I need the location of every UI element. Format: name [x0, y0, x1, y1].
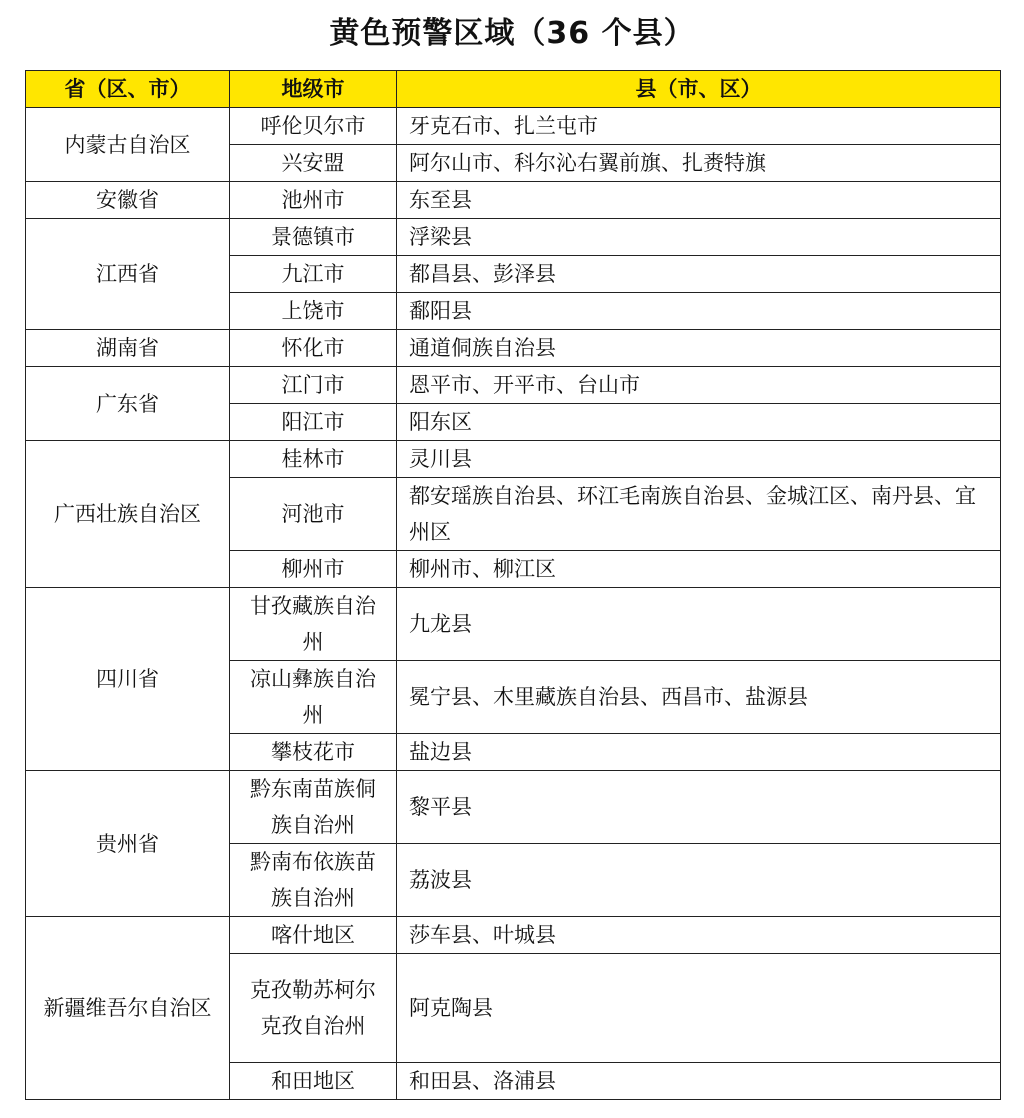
page-title: 黄色预警区域（36 个县） [329, 16, 695, 51]
county-cell: 牙克石市、扎兰屯市 [397, 108, 1001, 145]
city-cell: 攀枝花市 [230, 734, 397, 771]
county-cell: 柳州市、柳江区 [397, 551, 1001, 588]
county-cell: 阳东区 [397, 404, 1001, 441]
province-cell: 安徽省 [26, 182, 230, 219]
city-cell: 九江市 [230, 256, 397, 293]
table-row [26, 219, 1001, 256]
table-row [26, 771, 1001, 844]
county-cell: 荔波县 [397, 844, 1001, 917]
province-cell: 广东省 [26, 367, 230, 441]
province-cell: 湖南省 [26, 330, 230, 367]
table-row [26, 182, 1001, 219]
county-cell: 九龙县 [397, 588, 1001, 661]
table-header-row [26, 71, 1001, 108]
county-cell: 冕宁县、木里藏族自治县、西昌市、盐源县 [397, 661, 1001, 734]
county-cell: 黎平县 [397, 771, 1001, 844]
county-cell: 盐边县 [397, 734, 1001, 771]
county-cell: 灵川县 [397, 441, 1001, 478]
table-row [26, 588, 1001, 661]
province-cell: 江西省 [26, 219, 230, 330]
table-row [26, 441, 1001, 478]
county-cell: 和田县、洛浦县 [397, 1063, 1001, 1100]
province-cell: 贵州省 [26, 771, 230, 917]
city-cell: 景德镇市 [230, 219, 397, 256]
table-row [26, 917, 1001, 954]
city-cell: 呼伦贝尔市 [230, 108, 397, 145]
city-cell: 兴安盟 [230, 145, 397, 182]
city-cell: 上饶市 [230, 293, 397, 330]
county-cell: 通道侗族自治县 [397, 330, 1001, 367]
city-cell: 河池市 [230, 478, 397, 551]
province-cell: 广西壮族自治区 [26, 441, 230, 588]
city-cell: 阳江市 [230, 404, 397, 441]
header-county: 县（市、区） [397, 71, 1001, 108]
province-cell: 四川省 [26, 588, 230, 771]
warning-table [25, 70, 1001, 1100]
city-cell: 喀什地区 [230, 917, 397, 954]
city-cell: 黔东南苗族侗族自治州 [230, 771, 397, 844]
county-cell: 浮梁县 [397, 219, 1001, 256]
county-cell: 莎车县、叶城县 [397, 917, 1001, 954]
header-province: 省（区、市） [26, 71, 230, 108]
county-cell: 恩平市、开平市、台山市 [397, 367, 1001, 404]
county-cell: 都昌县、彭泽县 [397, 256, 1001, 293]
county-cell: 都安瑶族自治县、环江毛南族自治县、金城江区、南丹县、宜州区 [397, 478, 1001, 551]
city-cell: 江门市 [230, 367, 397, 404]
table-row [26, 108, 1001, 145]
table-row [26, 330, 1001, 367]
city-cell: 柳州市 [230, 551, 397, 588]
province-cell: 新疆维吾尔自治区 [26, 917, 230, 1100]
table-row [26, 367, 1001, 404]
province-cell: 内蒙古自治区 [26, 108, 230, 182]
city-cell: 甘孜藏族自治州 [230, 588, 397, 661]
city-cell: 克孜勒苏柯尔克孜自治州 [230, 954, 397, 1063]
county-cell: 阿尔山市、科尔沁右翼前旗、扎赉特旗 [397, 145, 1001, 182]
county-cell: 阿克陶县 [397, 954, 1001, 1063]
county-cell: 鄱阳县 [397, 293, 1001, 330]
city-cell: 桂林市 [230, 441, 397, 478]
header-city: 地级市 [230, 71, 397, 108]
county-cell: 东至县 [397, 182, 1001, 219]
city-cell: 和田地区 [230, 1063, 397, 1100]
city-cell: 怀化市 [230, 330, 397, 367]
city-cell: 池州市 [230, 182, 397, 219]
city-cell: 凉山彝族自治州 [230, 661, 397, 734]
city-cell: 黔南布依族苗族自治州 [230, 844, 397, 917]
